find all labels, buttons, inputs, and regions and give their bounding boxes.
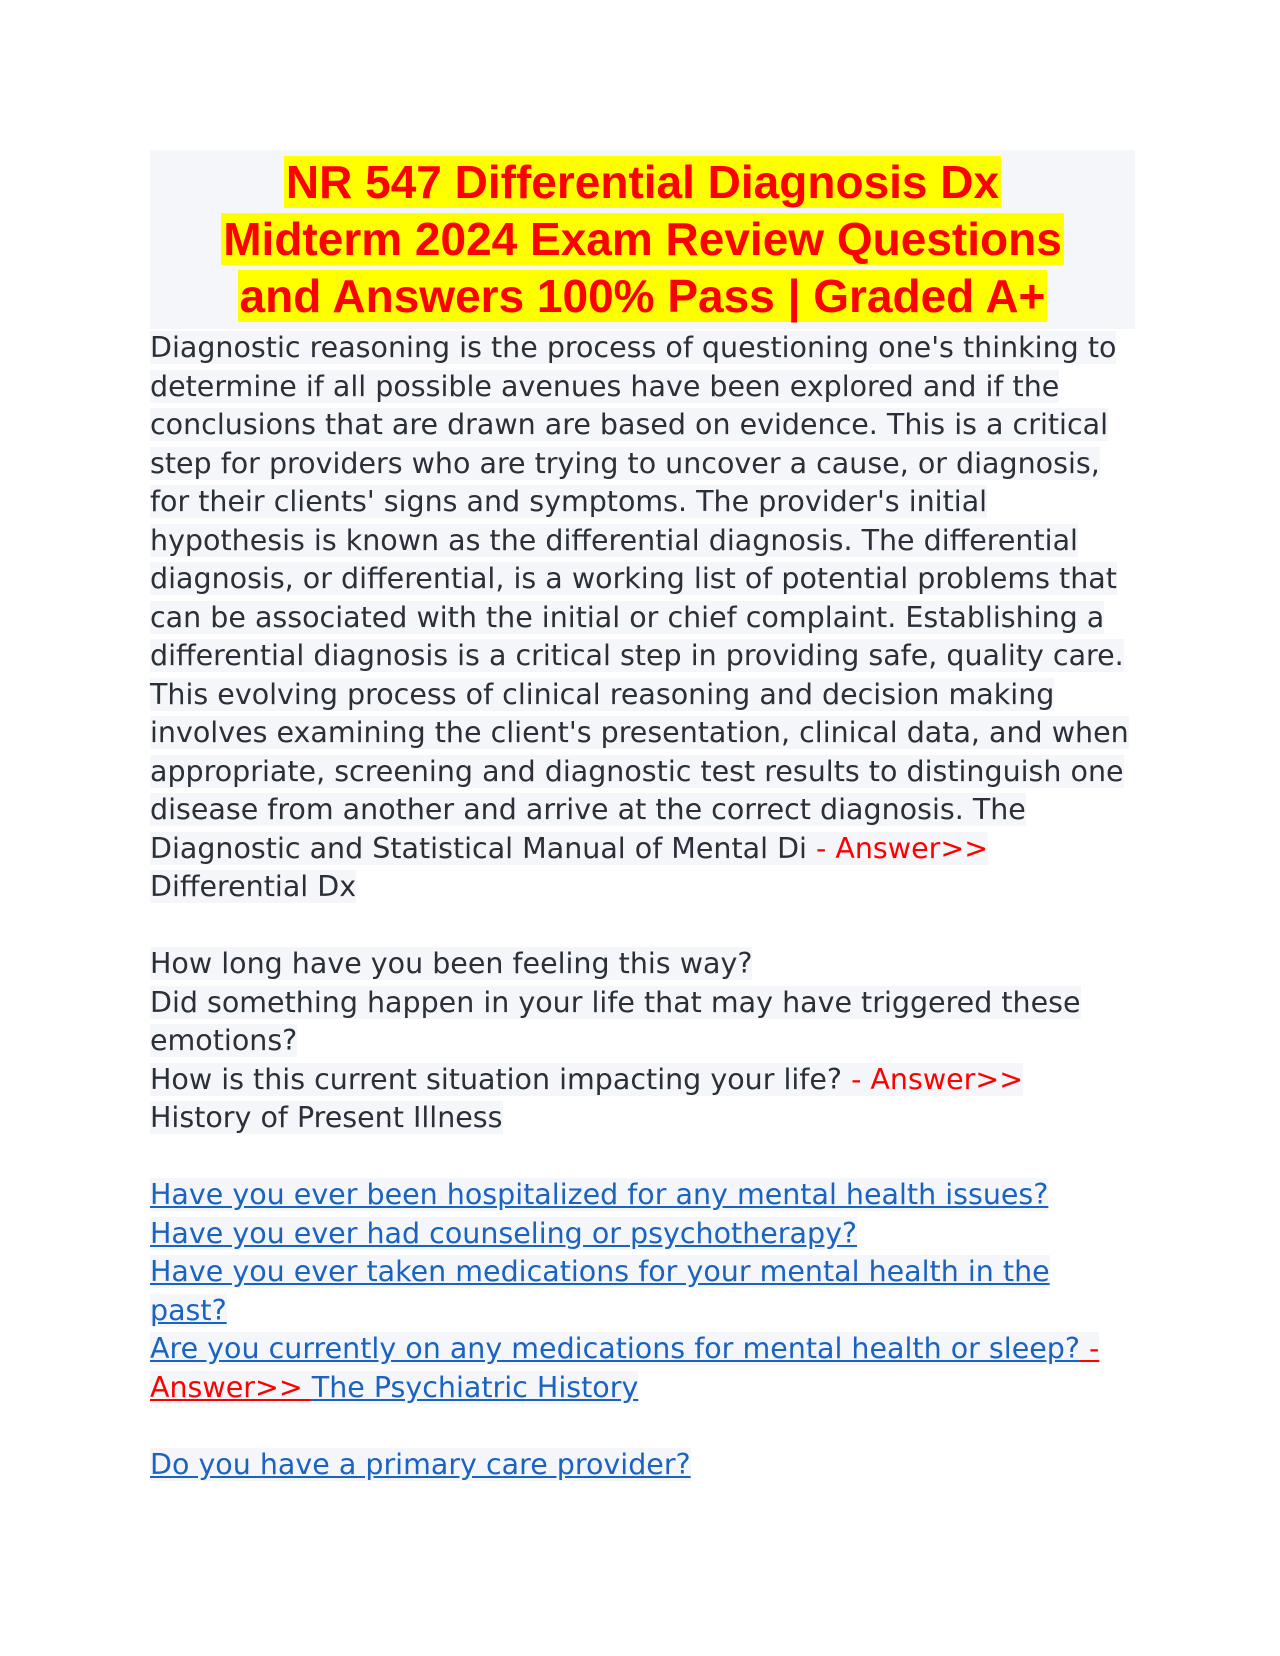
- answer-link[interactable]: The Psychiatric History: [311, 1370, 639, 1404]
- question-link[interactable]: Have you ever had counseling or psychotherapy?: [150, 1216, 858, 1250]
- question-link[interactable]: Are you currently on any medications for mental health or sleep?: [150, 1332, 1080, 1365]
- title-line-1: NR 547 Differential Diagnosis Dx: [285, 156, 1000, 208]
- answer-text: Differential Dx: [150, 870, 357, 903]
- question-link[interactable]: Do you have a primary care provider?: [150, 1447, 691, 1481]
- question-link[interactable]: Have you ever taken medications for your mental health in the past?: [150, 1255, 1050, 1327]
- answer-marker: - Answer>>: [806, 831, 989, 865]
- qa-block-3: [150, 1176, 1135, 1407]
- question-text: Diagnostic reasoning is the process of questioning one's thinking to determine if all possible avenues have been explored and if the conclusions that are drawn are based on evidence. This is a critical step for providers who are trying to uncover a cause, or diagnosis, for their clients' signs and symptoms. The provider's initial hypothesis is known as the differential diagnosis. The differential diagnosis, or differential, is a working list of potential problems that can be associated with the initial or chief complaint. Establishing a differential diagnosis is a critical step in providing safe, quality care. This evolving process of clinical reasoning and decision making involves examining the client's presentation, clinical data, and when appropriate, screening and diagnostic test results to distinguish one disease from another and arrive at the correct diagnosis. The Diagnostic and Statistical Manual of Mental Di: [150, 331, 1129, 865]
- title-line-3: and Answers 100% Pass | Graded A+: [239, 270, 1046, 322]
- answer-text: History of Present Illness: [150, 1101, 503, 1134]
- document-title: [150, 150, 1135, 329]
- question-line: Did something happen in your life that may have triggered these emotions?: [150, 985, 1081, 1057]
- answer-marker[interactable]: - Answer>>: [150, 1332, 1100, 1404]
- question-link[interactable]: Have you ever been hospitalized for any mental health issues?: [150, 1178, 1049, 1211]
- document-page: [150, 150, 1135, 1484]
- answer-marker: - Answer>>: [842, 1062, 1024, 1096]
- question-line: How long have you been feeling this way?: [150, 947, 753, 980]
- qa-block-2: [150, 945, 1135, 1138]
- qa-block-1: [150, 329, 1135, 907]
- question-line: How is this current situation impacting your life?: [150, 1062, 843, 1096]
- qa-block-4: [150, 1446, 1135, 1485]
- title-line-2: Midterm 2024 Exam Review Questions: [223, 213, 1062, 265]
